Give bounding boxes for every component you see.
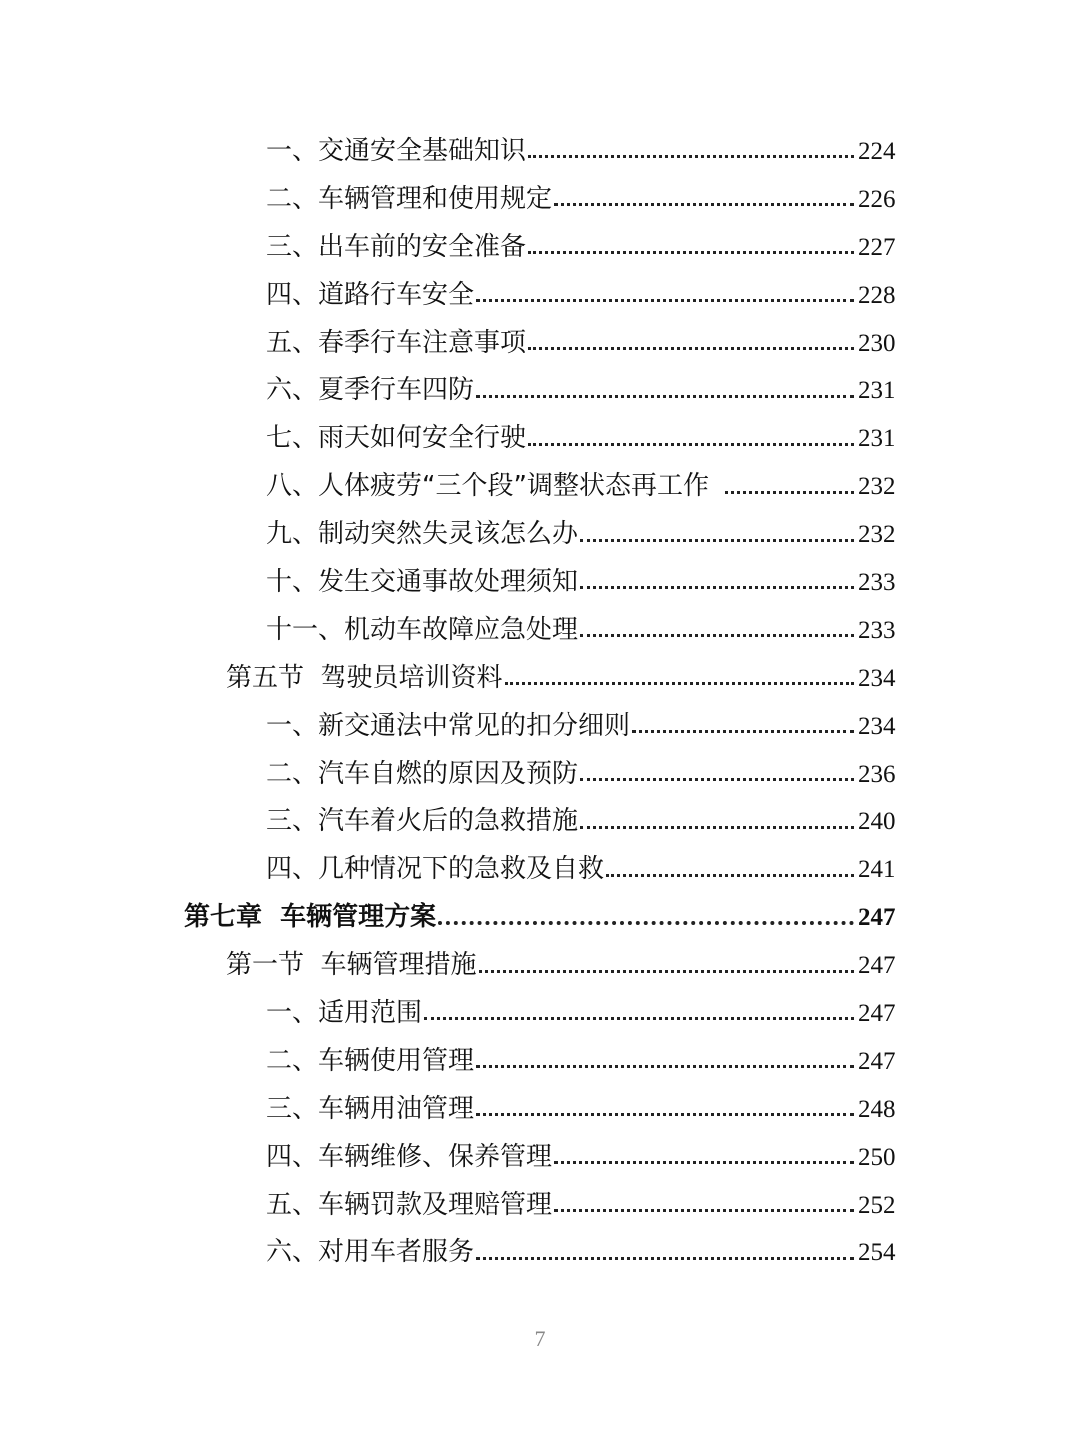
toc-entry[interactable] [0,176,1080,224]
toc-entry-page: 231 [858,425,896,453]
toc-entry-page: 230 [858,329,896,357]
toc-entry-title: 三、出车前的安全准备 [266,231,527,262]
toc-entry-page: 226 [858,185,896,213]
toc-entry-page: 227 [858,233,896,261]
toc-entry-page: 232 [858,521,896,549]
dot-leader [580,586,854,589]
toc-entry-title: 一、适用范围 [266,998,423,1029]
toc-chapter-entry[interactable] [0,894,1080,942]
toc-entry[interactable] [0,990,1080,1038]
toc-entry[interactable] [0,320,1080,368]
toc-entry-page: 247 [858,1000,896,1028]
toc-entry-page: 234 [858,712,896,740]
toc-entry-page: 250 [858,1143,896,1171]
toc-entry-page: 233 [858,569,896,597]
toc-section-entry[interactable] [0,942,1080,990]
toc-entry-title: 四、几种情况下的急救及自救 [266,854,605,885]
dot-leader [476,1257,854,1260]
toc-entry[interactable] [0,1182,1080,1230]
toc-entry-page: 247 [858,1047,896,1075]
toc-entry-page: 232 [858,473,896,501]
toc-entry[interactable] [0,463,1080,511]
toc-chapter-title: 第七章 车辆管理方案 [184,902,437,933]
toc-entry-title: 二、车辆使用管理 [266,1045,475,1076]
toc-entry[interactable] [0,607,1080,655]
toc-entry-page: 234 [858,664,896,692]
toc-entry[interactable] [0,1038,1080,1086]
toc-entry-title: 十、发生交通事故处理须知 [266,567,579,598]
dot-leader [476,1113,854,1116]
toc-section-entry[interactable] [0,655,1080,703]
toc-entry[interactable] [0,798,1080,846]
toc-entry[interactable] [0,1086,1080,1134]
dot-leader [580,778,854,781]
dot-leader [479,970,854,973]
dot-leader [528,443,854,446]
toc-entry-title: 六、夏季行车四防 [266,375,475,406]
toc-entry-page: 248 [858,1095,896,1123]
toc-entry[interactable] [0,846,1080,894]
toc-entry-title: 二、汽车自燃的原因及预防 [266,758,579,789]
dot-leader [580,539,854,542]
toc-entry-page: 241 [858,856,896,884]
dot-leader [424,1017,854,1020]
toc-entry-title: 五、车辆罚款及理赔管理 [266,1189,553,1220]
toc-entry-title: 三、车辆用油管理 [266,1093,475,1124]
toc-section-title: 第一节 车辆管理措施 [226,950,477,981]
toc-entry[interactable] [0,415,1080,463]
toc-entry[interactable] [0,751,1080,799]
dot-leader [438,921,854,925]
dot-leader [528,155,854,158]
toc-entry-title: 七、雨天如何安全行驶 [266,423,527,454]
toc-entry[interactable] [0,1134,1080,1182]
toc-entry-title: 三、汽车着火后的急救措施 [266,806,579,837]
toc-entry-page: 231 [858,377,896,405]
toc-entry-title: 十一、机动车故障应急处理 [266,614,579,645]
toc-entry[interactable] [0,1229,1080,1277]
dot-leader [554,1209,854,1212]
toc-entry-page: 247 [858,952,896,980]
toc-entry-title: 八、人体疲劳“三个段”调整状态再工作 [266,471,709,502]
toc-entry-page: 224 [858,138,896,165]
toc-entry-title: 一、交通安全基础知识 [266,136,527,166]
dot-leader [554,1161,854,1164]
toc-entry-page: 240 [858,808,896,836]
page-number: 7 [534,1326,546,1351]
toc-entry[interactable] [0,511,1080,559]
toc-section-title: 第五节 驾驶员培训资料 [226,662,503,693]
dot-leader [505,682,854,685]
toc-entry[interactable] [0,559,1080,607]
dot-leader [580,826,854,829]
dot-leader [476,1065,854,1068]
toc-entry-page: 228 [858,281,896,309]
toc-entry-page: 254 [858,1239,896,1267]
dot-leader [606,874,854,877]
toc-entry-page: 236 [858,760,896,788]
toc-entry[interactable] [0,272,1080,320]
toc-entry-title: 二、车辆管理和使用规定 [266,183,553,214]
toc-entry[interactable] [0,703,1080,751]
dot-leader [632,730,854,733]
dot-leader [476,395,854,398]
dot-leader [554,203,854,206]
table-of-contents [0,128,1080,1277]
toc-entry-title: 四、车辆维修、保养管理 [266,1141,553,1172]
dot-leader [528,251,854,254]
toc-entry-page: 252 [858,1191,896,1219]
toc-entry[interactable] [0,128,1080,176]
dot-leader [528,347,854,350]
toc-entry-title: 一、新交通法中常见的扣分细则 [266,710,631,741]
dot-leader [580,634,854,637]
toc-entry[interactable] [0,224,1080,272]
toc-entry[interactable] [0,367,1080,415]
toc-entry-title: 九、制动突然失灵该怎么办 [266,519,579,550]
toc-entry-page: 247 [858,904,896,932]
toc-entry-title: 五、春季行车注意事项 [266,327,527,358]
toc-entry-title: 六、对用车者服务 [266,1237,475,1268]
toc-entry-title: 四、道路行车安全 [266,279,475,310]
dot-leader [476,299,854,302]
dot-leader [725,491,854,494]
toc-entry-page: 233 [858,616,896,644]
